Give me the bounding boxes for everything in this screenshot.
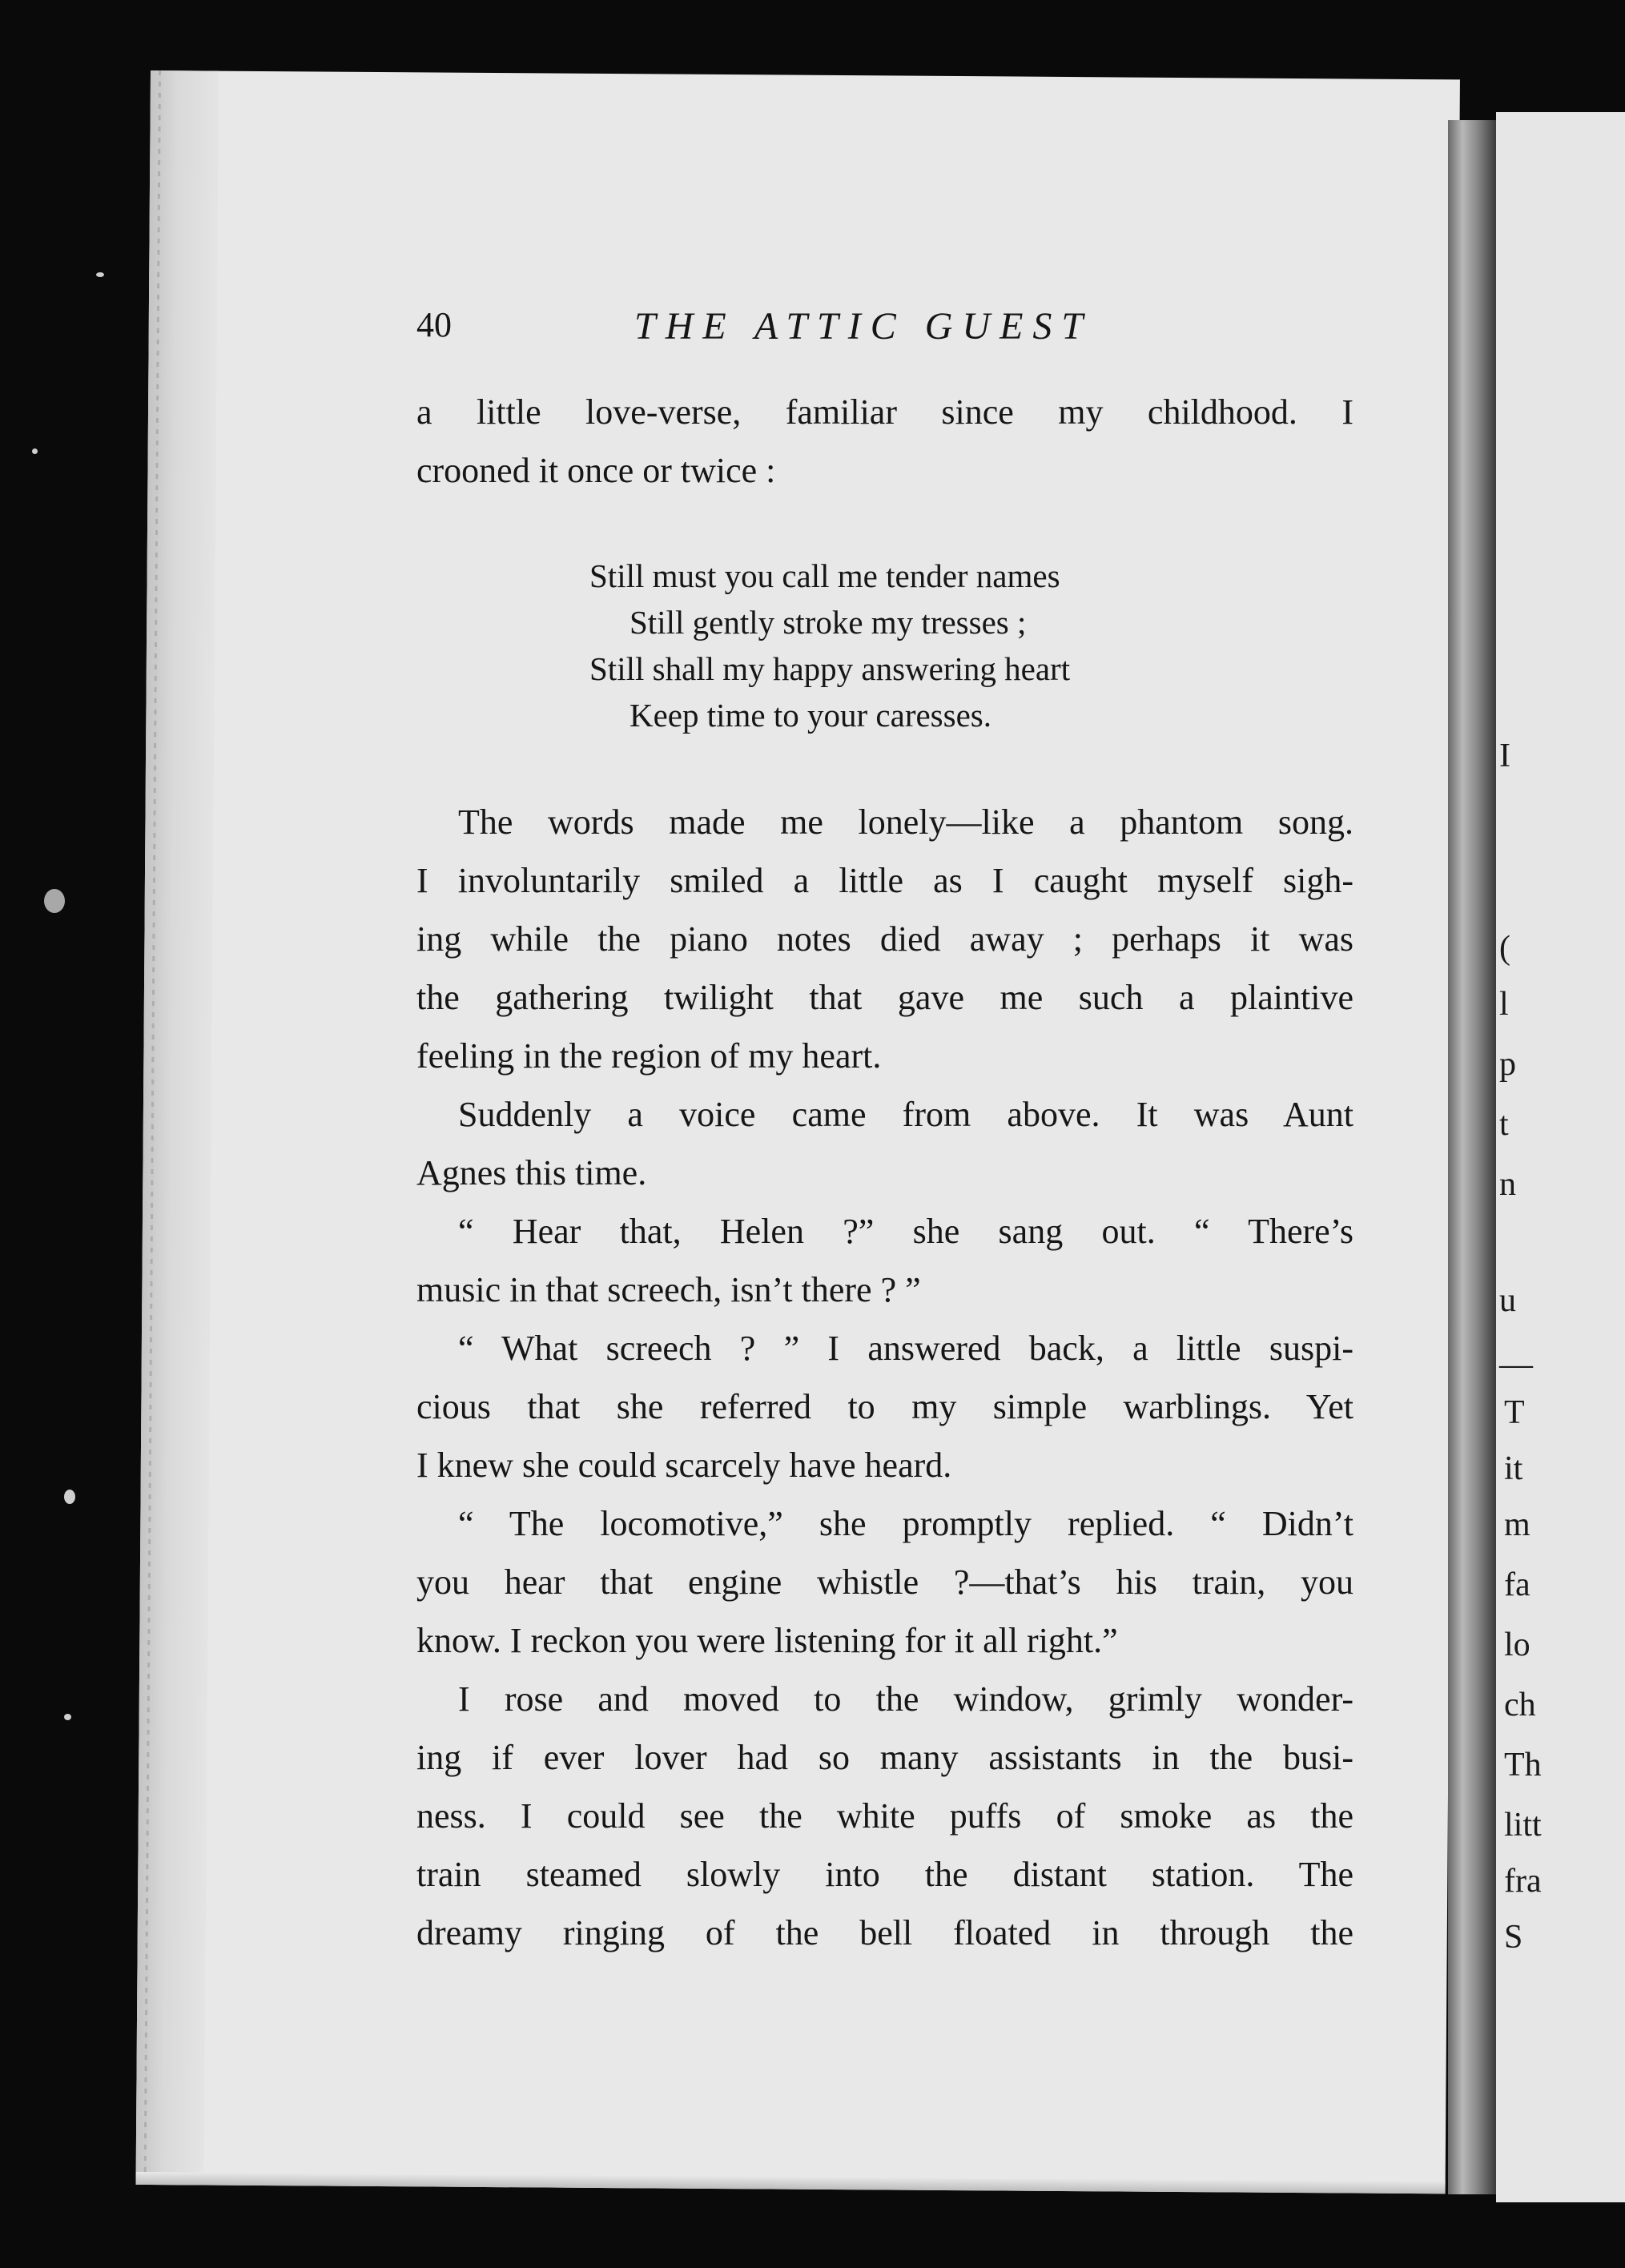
page-edge (136, 70, 219, 2186)
text-line: ing if ever lover had so many assistants in the busi- (416, 1738, 1353, 1777)
text-line: the gathering twilight that gave me such a plaintive (416, 978, 1353, 1017)
book-gutter (1448, 120, 1496, 2194)
text-line: I knew she could scarcely have heard. (416, 1446, 952, 1485)
page-bottom-shadow (136, 2172, 1446, 2194)
verse-line: Still must you call me tender names (589, 557, 1060, 594)
text-line: Suddenly a voice came from above. It was Aunt (458, 1095, 1353, 1134)
next-page-fragment: m (1504, 1506, 1530, 1543)
paragraph (416, 793, 1353, 1085)
next-page-fragment: p (1499, 1046, 1516, 1083)
text-line: I rose and moved to the window, grimly wonder- (458, 1679, 1353, 1719)
next-page-fragment: n (1499, 1166, 1516, 1203)
text-line: a little love-verse, familiar since my childhood. I (416, 392, 1353, 432)
text-line: The words made me lonely—like a phantom song. (458, 802, 1353, 842)
opening-text (416, 383, 1353, 500)
text-line: “ What screech ? ” I answered back, a little suspi- (458, 1329, 1353, 1368)
text-line: “ The locomotive,” she promptly replied. “ Didn’t (458, 1504, 1353, 1543)
next-page-fragment: Th (1504, 1747, 1542, 1783)
next-page-fragment: I (1499, 738, 1510, 774)
scan-speck (96, 272, 104, 277)
next-page-fragment: it (1504, 1450, 1523, 1487)
next-page-fragment: u (1499, 1282, 1516, 1319)
verse-line: Still shall my happy answering heart (589, 650, 1071, 687)
paragraph (416, 1319, 1353, 1494)
text-line: dreamy ringing of the bell floated in through the (416, 1913, 1353, 1952)
text-line: feeling in the region of my heart. (416, 1036, 882, 1076)
verse-block (589, 553, 1070, 738)
next-page-fragment: T (1504, 1394, 1525, 1431)
next-page-fragment: fa (1504, 1566, 1530, 1603)
paragraph (416, 1202, 1353, 1319)
text-line: know. I reckon you were listening for it all right.” (416, 1621, 1118, 1660)
body-paragraphs (416, 793, 1353, 1962)
verse-line: Keep time to your caresses. (629, 697, 991, 734)
next-page-fragment: ch (1504, 1687, 1536, 1723)
paragraph (416, 1085, 1353, 1202)
next-page-fragment: S (1504, 1919, 1523, 1956)
next-page-fragment: t (1499, 1106, 1509, 1143)
next-page-fragment: fra (1504, 1863, 1542, 1900)
verse-line: Still gently stroke my tresses ; (629, 604, 1027, 641)
text-line: “ Hear that, Helen ?” she sang out. “ There’s (458, 1212, 1353, 1251)
running-title: THE ATTIC GUEST (634, 305, 1093, 348)
text-line: I involuntarily smiled a little as I caught myself sigh- (416, 861, 1353, 900)
text-line: Agnes this time. (416, 1153, 647, 1192)
next-page (1496, 112, 1625, 2202)
next-page-fragment: l (1499, 986, 1509, 1023)
next-page-fragment: ( (1499, 930, 1510, 967)
scan-speck (32, 448, 38, 454)
page-number: 40 (416, 305, 452, 344)
next-page-fragment: litt (1504, 1807, 1542, 1844)
next-page-fragment: lo (1504, 1627, 1530, 1663)
scan-speck (64, 1490, 75, 1504)
text-line: you hear that engine whistle ?—that’s his train, you (416, 1562, 1353, 1602)
text-line: train steamed slowly into the distant station. The (416, 1855, 1353, 1894)
text-line: ing while the piano notes died away ; perhaps it was (416, 919, 1353, 959)
scan-speck (64, 1714, 71, 1720)
text-line: crooned it once or twice : (416, 451, 776, 490)
text-line: ness. I could see the white puffs of smoke as the (416, 1796, 1353, 1836)
scan-speck (44, 889, 65, 913)
paragraph (416, 1670, 1353, 1962)
page-header (416, 304, 1305, 352)
next-page-fragment: — (1499, 1346, 1533, 1383)
text-line: cious that she referred to my simple warblings. Yet (416, 1387, 1353, 1426)
text-line: music in that screech, isn’t there ? ” (416, 1270, 921, 1309)
paragraph (416, 1494, 1353, 1670)
